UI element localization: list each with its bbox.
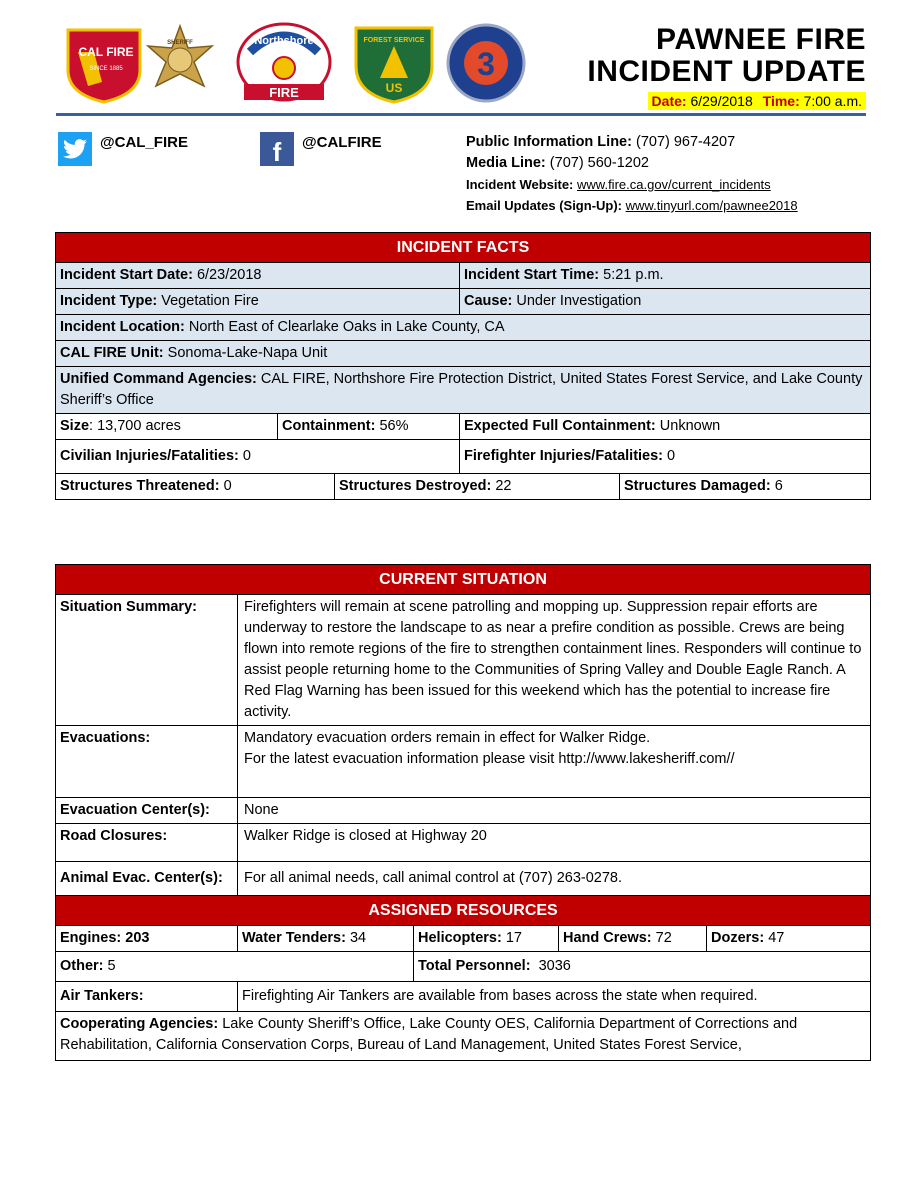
time-value: 7:00 a.m. — [803, 93, 862, 109]
twitter-icon — [58, 132, 92, 166]
road-closures-value: Walker Ridge is closed at Highway 20 — [238, 824, 871, 862]
total-personnel-cell — [414, 952, 871, 982]
road-closures-label: Road Closures: — [56, 824, 238, 862]
situation-summary-value: Firefighters will remain at scene patrolling and mopping up. Suppression repair efforts are underway to restore the landscape to as near a prefire condition as possible. Crews are being flown into remote regions of the fire to strengthen containment lines. Responders will continue to assist people returning home to the Communities of Spring Valley and Double Eagle Ranch. A Red Flag Warning has been issued for this weekend which has the potential to increase fire activity. — [238, 595, 871, 726]
date-time-bar — [648, 92, 866, 110]
firefighter-injuries-label: Firefighter Injuries/Fatalities: — [464, 448, 664, 464]
start-date-value: 6/23/2018 — [196, 267, 262, 283]
media-label: Media Line: — [466, 155, 546, 171]
water-tenders-cell — [238, 926, 414, 952]
current-situation-heading: CURRENT SITUATION — [56, 565, 871, 595]
animal-evac-value: For all animal needs, call animal control at (707) 263-0278. — [238, 862, 871, 896]
facebook-icon: f — [260, 132, 294, 166]
start-time-label: Incident Start Time: — [464, 267, 600, 283]
svg-text:CAL FIRE: CAL FIRE — [78, 45, 134, 59]
email-label: Email Updates (Sign-Up): — [466, 198, 623, 213]
evac-center-value: None — [238, 798, 871, 824]
unit-label: CAL FIRE Unit: — [60, 345, 164, 361]
unified-command-value: CAL FIRE, Northshore Fire Protection District, United States Forest Service, and Lake County Sheriff’s Office — [60, 371, 863, 408]
incident-facts-table — [55, 232, 871, 500]
evacuations-label: Evacuations: — [56, 726, 238, 798]
northshore-fire-logo — [234, 22, 334, 104]
incident-facts-heading: INCIDENT FACTS — [56, 233, 871, 263]
civilian-injuries-label: Civilian Injuries/Fatalities: — [60, 448, 239, 464]
dozers-value: 47 — [768, 930, 785, 946]
structures-threatened-value: 0 — [223, 478, 232, 494]
animal-evac-label: Animal Evac. Center(s): — [56, 862, 238, 896]
total-personnel-label: Total Personnel: — [418, 958, 531, 974]
dozers-label: Dozers: — [711, 930, 765, 946]
expected-containment-cell — [460, 414, 871, 440]
assigned-resources-heading: ASSIGNED RESOURCES — [56, 896, 871, 926]
location-value: North East of Clearlake Oaks in Lake County, CA — [188, 319, 505, 335]
helicopters-label: Helicopters: — [418, 930, 502, 946]
air-tankers-value: Firefighting Air Tankers are available from bases across the state when required. — [238, 982, 871, 1012]
evac-center-label: Evacuation Center(s): — [56, 798, 238, 824]
evacuations-cell — [238, 726, 871, 798]
unit-value: Sonoma-Lake-Napa Unit — [167, 345, 328, 361]
svg-text:FOREST SERVICE: FOREST SERVICE — [363, 37, 425, 44]
unified-command-cell — [56, 367, 871, 414]
cause-label: Cause: — [464, 293, 513, 309]
svg-text:3: 3 — [477, 46, 495, 82]
pio-value: (707) 967-4207 — [635, 134, 736, 150]
size-value: : 13,700 acres — [89, 418, 181, 434]
unit-cell — [56, 341, 871, 367]
incident-type-label: Incident Type: — [60, 293, 158, 309]
cooperating-agencies-cell — [56, 1012, 871, 1061]
imt-3-logo — [440, 22, 532, 104]
svg-text:US: US — [385, 81, 403, 95]
situation-summary-label: Situation Summary: — [56, 595, 238, 726]
firefighter-injuries-value: 0 — [667, 448, 676, 464]
facebook-handle[interactable] — [260, 132, 382, 166]
location-cell — [56, 315, 871, 341]
facebook-text: @CALFIRE — [302, 134, 382, 151]
time-label: Time: — [762, 93, 800, 109]
civilian-injuries-value: 0 — [242, 448, 251, 464]
media-value: (707) 560-1202 — [549, 155, 649, 171]
dozers-cell — [707, 926, 871, 952]
other-cell — [56, 952, 414, 982]
header-rule — [56, 113, 866, 116]
date-value: 6/29/2018 — [690, 93, 753, 109]
sheriff-star-logo — [134, 22, 226, 104]
svg-text:FIRE: FIRE — [269, 85, 299, 100]
containment-label: Containment: — [282, 418, 376, 434]
website-link[interactable]: www.fire.ca.gov/current_incidents — [577, 177, 771, 192]
page-title — [587, 24, 866, 88]
evacuations-line-1: Mandatory evacuation orders remain in effect for Walker Ridge. — [244, 730, 651, 746]
structures-destroyed-label: Structures Destroyed: — [339, 478, 492, 494]
water-tenders-value: 34 — [349, 930, 367, 946]
structures-damaged-label: Structures Damaged: — [624, 478, 771, 494]
twitter-handle[interactable] — [58, 132, 188, 166]
evacuations-line-2: For the latest evacuation information please visit http://www.lakesheriff.com// — [244, 751, 735, 767]
email-link[interactable]: www.tinyurl.com/pawnee2018 — [625, 198, 798, 213]
helicopters-value: 17 — [505, 930, 522, 946]
svg-text:SINCE 1885: SINCE 1885 — [89, 66, 123, 72]
start-date-label: Incident Start Date: — [60, 267, 193, 283]
structures-destroyed-value: 22 — [495, 478, 512, 494]
date-label: Date: — [651, 93, 687, 109]
hand-crews-cell — [559, 926, 707, 952]
water-tenders-label: Water Tenders: — [242, 930, 346, 946]
size-cell — [56, 414, 278, 440]
structures-destroyed-cell — [335, 474, 620, 500]
civilian-injuries-cell — [56, 440, 460, 474]
cause-value: Under Investigation — [516, 293, 642, 309]
containment-cell — [278, 414, 460, 440]
twitter-text: @CAL_FIRE — [100, 134, 188, 151]
helicopters-cell — [414, 926, 559, 952]
cooperating-agencies-label: Cooperating Agencies: — [60, 1016, 219, 1032]
containment-value: 56% — [379, 418, 409, 434]
forest-service-logo — [348, 22, 440, 104]
hand-crews-value: 72 — [655, 930, 672, 946]
expected-containment-label: Expected Full Containment: — [464, 418, 656, 434]
hand-crews-label: Hand Crews: — [563, 930, 652, 946]
size-label: Size — [60, 418, 90, 434]
incident-type-cell — [56, 289, 460, 315]
svg-text:Northshore: Northshore — [254, 35, 314, 47]
engines-cell: Engines: 203 — [56, 926, 238, 952]
total-personnel-value: 3036 — [538, 958, 571, 974]
pio-label: Public Information Line: — [466, 134, 632, 150]
start-time-value: 5:21 p.m. — [603, 267, 664, 283]
start-date-cell — [56, 263, 460, 289]
svg-text:SHERIFF: SHERIFF — [167, 40, 193, 46]
contact-block — [466, 132, 798, 216]
location-label: Incident Location: — [60, 319, 185, 335]
air-tankers-label: Air Tankers: — [56, 982, 238, 1012]
other-label: Other: — [60, 958, 104, 974]
website-label: Incident Website: — [466, 177, 574, 192]
title-line-1: PAWNEE FIRE — [656, 23, 866, 56]
firefighter-injuries-cell — [460, 440, 871, 474]
unified-command-label: Unified Command Agencies: — [60, 371, 257, 387]
structures-damaged-value: 6 — [774, 478, 783, 494]
expected-containment-value: Unknown — [659, 418, 721, 434]
incident-type-value: Vegetation Fire — [161, 293, 259, 309]
structures-damaged-cell — [620, 474, 871, 500]
other-value: 5 — [107, 958, 116, 974]
structures-threatened-label: Structures Threatened: — [60, 478, 220, 494]
structures-threatened-cell — [56, 474, 335, 500]
cause-cell — [460, 289, 871, 315]
current-situation-table — [55, 564, 871, 1061]
start-time-cell — [460, 263, 871, 289]
title-line-2: INCIDENT UPDATE — [587, 55, 866, 88]
cooperating-agencies-value: Lake County Sheriff’s Office, Lake County OES, California Department of Corrections and Rehabilitation, California Conservation Corps, Bureau of Land Management, United States Forest Service, — [60, 1016, 798, 1053]
